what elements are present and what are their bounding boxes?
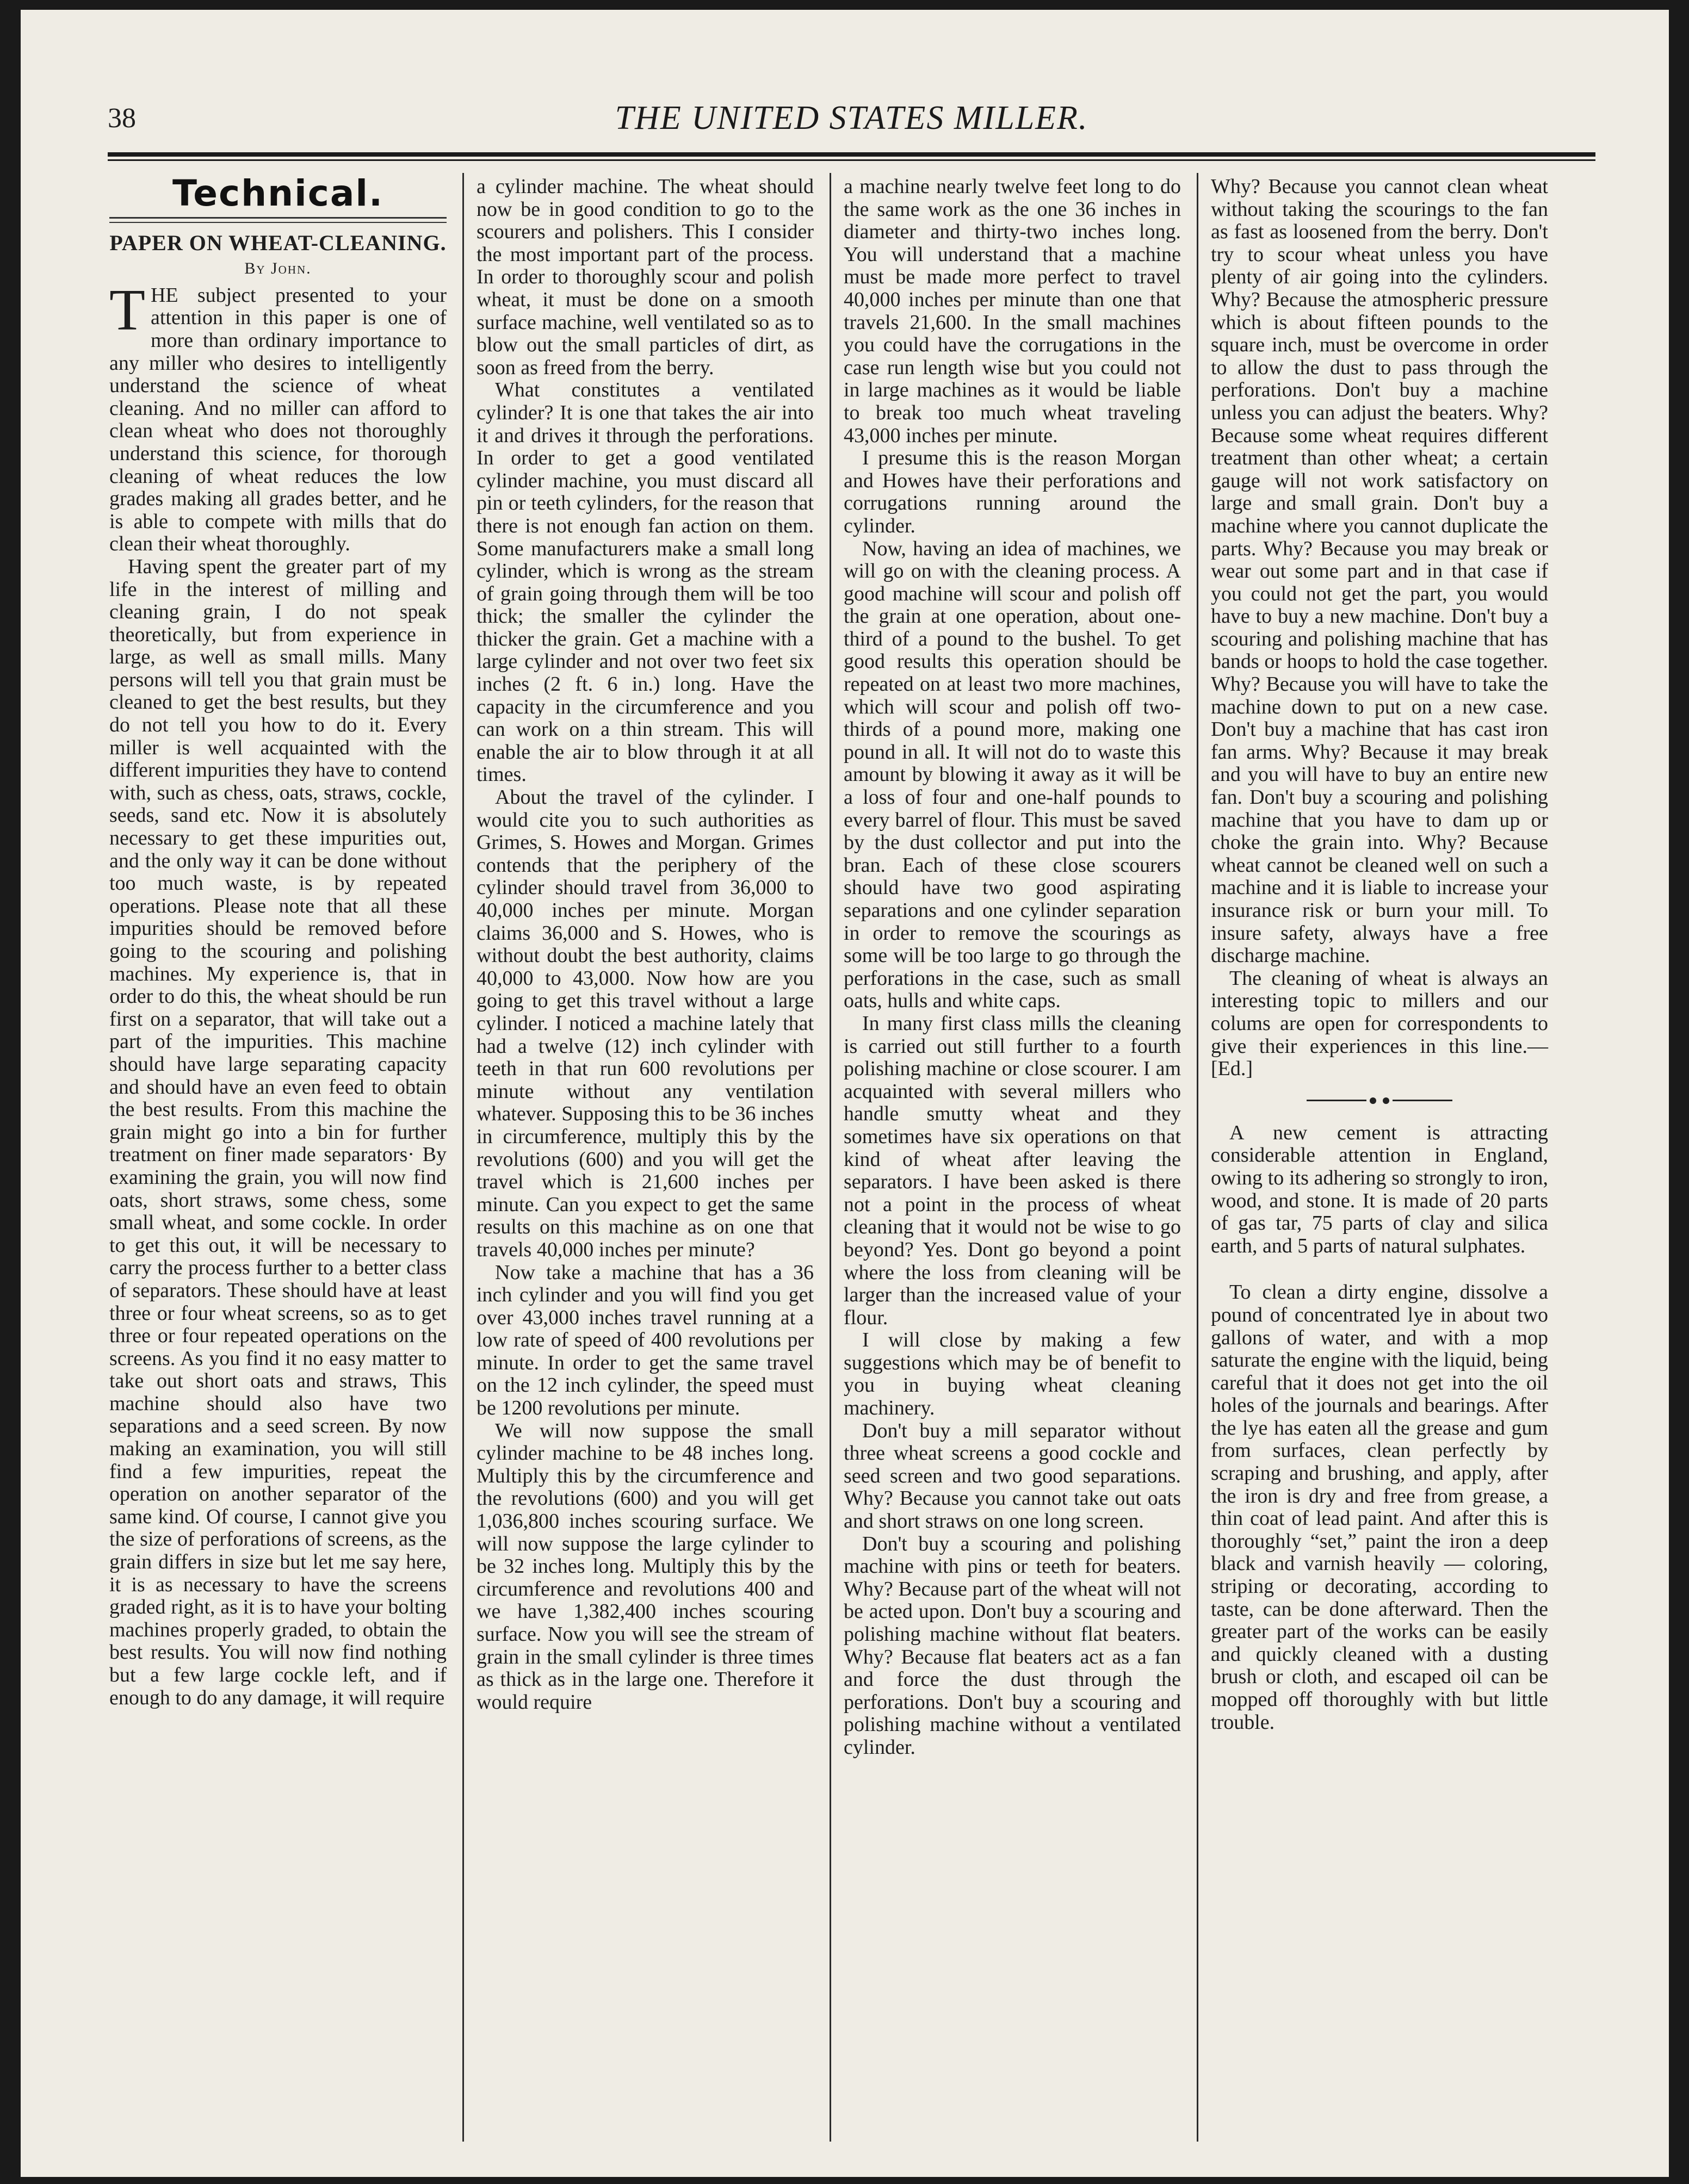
running-title: THE UNITED STATES MILLER. [615,100,1088,136]
column-2 [477,176,814,1714]
newspaper-page [21,10,1669,2177]
column-4 [1211,176,1548,1734]
column-3 [844,176,1181,1759]
spacer [1211,1257,1548,1281]
paragraph: a cylinder machine. The wheat should now be in good condition to go to the scourers and polishers. This I consider the most important part of the process. In order to thoroughly scour and polish wheat, it must be done on a smooth surface machine, well ventilated so as to blow out the small particles of dirt, as soon as freed from the berry. [477,175,814,379]
article-title: PAPER ON WHEAT-CLEANING. [109,230,447,255]
header-rule-thick [108,152,1595,157]
column-divider [1197,173,1198,2142]
note-paragraph: To clean a dirty engine, dissolve a pound of concentrated lye in about two gallons of water, and with a mop saturate the engine with the liquid, being careful that it does not get into the oil holes of the journals and bearings. After the lye has eaten all the grease and gum from surfaces, clean perfectly by scraping and brushing, and apply, after the iron is dry and free from grease, a thin coat of lead paint. And after this is thoroughly “set,” paint the iron a deep black and varnish heavily — coloring, striping or decorating, according to taste, can be done afterward. Then the greater part of the works can be easily and quickly cleaned with a dusting brush or cloth, and escaped oil can be mopped off thoroughly with but little trouble. [1211,1281,1548,1734]
drop-cap: T [109,277,145,343]
column-divider [830,173,831,2142]
paragraph: In many first class mills the cleaning is carried out still further to a fourth polishing machine or close scourer. I am acquainted with several millers who handle smutty wheat and they sometimes have six operations on that kind of wheat after leaving the separators. I have been asked is there not a point in the process of wheat cleaning that it would not be wise to go beyond? Yes. Dont go beyond a point where the loss from cleaning will be larger than the increased value of your flour. [844,1012,1181,1329]
paragraph: What constitutes a ventilated cylinder? It is one that takes the air into it and drives it through the perforations. In order to get a good ventilated cylinder machine, you must discard all pin or teeth cylinders, for the reason that there is not enough fan action on them. Some manufacturers make a small long cylinder, which is wrong as the stream of grain going through them will be too thick; the smaller the cylinder the thicker the grain. Get a machine with a large cylinder and not over two feet six inches (2 ft. 6 in.) long. Have the capacity in the circumference and you can work on a thin stream. This will enable the air to blow through it at all times. [477,379,814,786]
paragraph: I presume this is the reason Morgan and Howes have their perforations and corrugations running around the cylinder. [844,446,1181,537]
section-rule [109,217,447,223]
ornament-dot [1383,1097,1389,1104]
paragraph: a machine nearly twelve feet long to do the same work as the one 36 inches in diameter and thirty-two inches long. You will understand that a machine must be made more perfect to travel 40,000 inches per minute than one that travels 21,600. In the small machines you could have the corrugations in the case run length wise but you could not in large machines as it would be liable to break too much wheat traveling 43,000 inches per minute. [844,175,1181,447]
page-number: 38 [108,103,136,134]
paragraph: Having spent the greater part of my life in the interest of milling and cleaning grain, I do not speak theoretically, but from experience in large, as well as small mills. Many persons will tell you that grain must be cleaned to get the best results, but they do not tell you how to do it. Every miller is well acquainted with the different impurities they have to contend with, such as chess, oats, straws, cockle, seeds, sand etc. Now it is absolutely necessary to get these impurities out, and the only way it can be done without too much waste, is by repeated operations. Please note that all these impurities should be removed before going to the scouring and polishing machines. My experience is, that in order to do this, the wheat should be run first on a separator, that will take out a part of the impurities. This machine should have large separating capacity and should have an even feed to obtain the best results. From this machine the grain might go into a bin for further treatment on finer made separators· By examining the grain, you will now find oats, short straws, some chess, some small wheat, and some cockle. In order to get this out, it will be necessary to carry the process further to a better class of separators. These should have at least three or four wheat screens, so as to get three or four repeated operations on the screens. As you find it no easy matter to take out short oats and straws, This machine should also have two separations and a seed screen. By now making an examination, you will still find a few impurities, repeat the operation on another separator of the same kind. Of course, I cannot give you the size of perforations of screens, as the grain differs in size but let me say here, it is as necessary to have the screens graded right, as it is to have your bolting machines properly graded, to obtain the best results. You will now find nothing but a few large cockle left, and if enough to do any damage, it will require [109,555,447,1709]
ornament-line [1307,1100,1366,1101]
paragraph: We will now suppose the small cylinder machine to be 48 inches long. Multiply this by the circumference and the revolutions (600) and you will get 1,036,800 inches scouring surface. We will now suppose the large cylinder to be 32 inches long. Multiply this by the circumference and revolutions 400 and we have 1,382,400 inches scouring surface. Now you will see the stream of grain in the small cylinder is three times as thick as in the large one. Therefore it would require [477,1419,814,1714]
paragraph: I will close by making a few suggestions which may be of benefit to you in buying wheat cleaning machinery. [844,1329,1181,1420]
paragraph: Don't buy a mill separator without three wheat screens a good cockle and seed screen and two good separations. Why? Because you cannot take out oats and short straws on one long screen. [844,1419,1181,1533]
paragraph: Now, having an idea of machines, we will go on with the cleaning process. A good machine will scour and polish off the grain at one operation, about one-third of a pound to the bushel. To get good results this operation should be repeated on at least two more machines, which will scour and polish off two-thirds of a pound more, making one pound in all. It will not do to waste this amount by blowing it away as it will be a loss of four and one-half pounds to every barrel of flour. This must be saved by the dust collector and put into the bran. Each of these close scourers should have two good aspirating separations and one cylinder separation in order to remove the scourings as some will be too large to go through the perforations in the case, such as small oats, hulls and white caps. [844,537,1181,1013]
page-header [108,91,1595,151]
ornament-line [1393,1100,1452,1101]
paragraph: Why? Because you cannot clean wheat without taking the scourings to the fan as fast as loosened from the berry. Don't try to scour wheat unless you have plenty of air going into the cylinders. Why? Because the atmospheric pressure which is about fifteen pounds to the square inch, must be overcome in order to allow the dust to pass through the perforations. Don't buy a machine unless you can adjust the beaters. Why? Because some wheat requires different treatment than other wheat; a certain gauge will not work satisfactory on large and small grain. Don't buy a machine where you cannot duplicate the parts. Why? Because you may break or wear out some part and in that case if you could not get the part, you would have to buy a new machine. Don't buy a scouring and polishing machine that has bands or hoops to hold the case together. Why? Because you will have to take the machine down to put on a new case. Don't buy a machine that has cast iron fan arms. Why? Because it may break and you will have to buy an entire new fan. Don't buy a scouring and polishing machine that you have to dam up or choke the grain into. Why? Because wheat cannot be cleaned well on such a machine and it is liable to increase your insurance risk or burn your mill. To insure safety, always have a free discharge machine. [1211,175,1548,967]
ornament-divider [1211,1093,1548,1109]
column-1 [109,172,447,1709]
paragraph: Don't buy a scouring and polishing machine with pins or teeth for beaters. Why? Because part of the wheat will not be acted upon. Don't buy a scouring and polishing machine without flat beaters. Why? Because flat beaters act as a fan and force the dust through the perforations. Don't buy a scouring and polishing machine without a ventilated cylinder. [844,1532,1181,1759]
paragraph: The cleaning of wheat is always an interesting topic to millers and our colums are open for correspondents to give their experiences in this line.—[Ed.] [1211,966,1548,1081]
paragraph: THE subject presented to your attention in this paper is one of more than ordinary importance to any miller who desires to intelligently understand the science of wheat cleaning. And no miller can afford to clean wheat who does not thoroughly understand this science, for thorough cleaning of wheat reduces the low grades making all grades better, and he is able to compete with mills that do clean their wheat thoroughly. [109,277,447,556]
paragraph: Now take a machine that has a 36 inch cylinder and you will find you get over 43,000 inches travel running at a low rate of speed of 400 revolutions per minute. In order to get the same travel on the 12 inch cylinder, the speed must be 1200 revolutions per minute. [477,1261,814,1420]
column-divider [462,173,464,2142]
header-rule-thin [108,159,1595,161]
note-paragraph: A new cement is attracting considerable attention in England, owing to its adhering so strongly to iron, wood, and stone. It is made of 20 parts of gas tar, 75 parts of clay and silica earth, and 5 parts of natural sulphates. [1211,1121,1548,1257]
article-byline: By John. [244,259,312,278]
paragraph: About the travel of the cylinder. I would cite you to such authorities as Grimes, S. Howes and Morgan. Grimes contends that the periphery of the cylinder should travel from 36,000 to 40,000 inches per minute. Morgan claims 36,000 and S. Howes, who is without doubt the best authority, claims 40,000 to 43,000. Now how are you going to get this travel without a large cylinder. I noticed a machine lately that had a twelve (12) inch cylinder with teeth in that run 600 revolutions per minute without any ventilation whatever. Supposing this to be 36 inches in circumference, multiply this by the revolutions (600) and you will get the travel which is 21,600 inches per minute. Can you expect to get the same results on this machine as on one that travels 40,000 inches per minute? [477,786,814,1261]
ornament-dot [1370,1097,1376,1104]
section-heading: Technical. [172,172,384,214]
